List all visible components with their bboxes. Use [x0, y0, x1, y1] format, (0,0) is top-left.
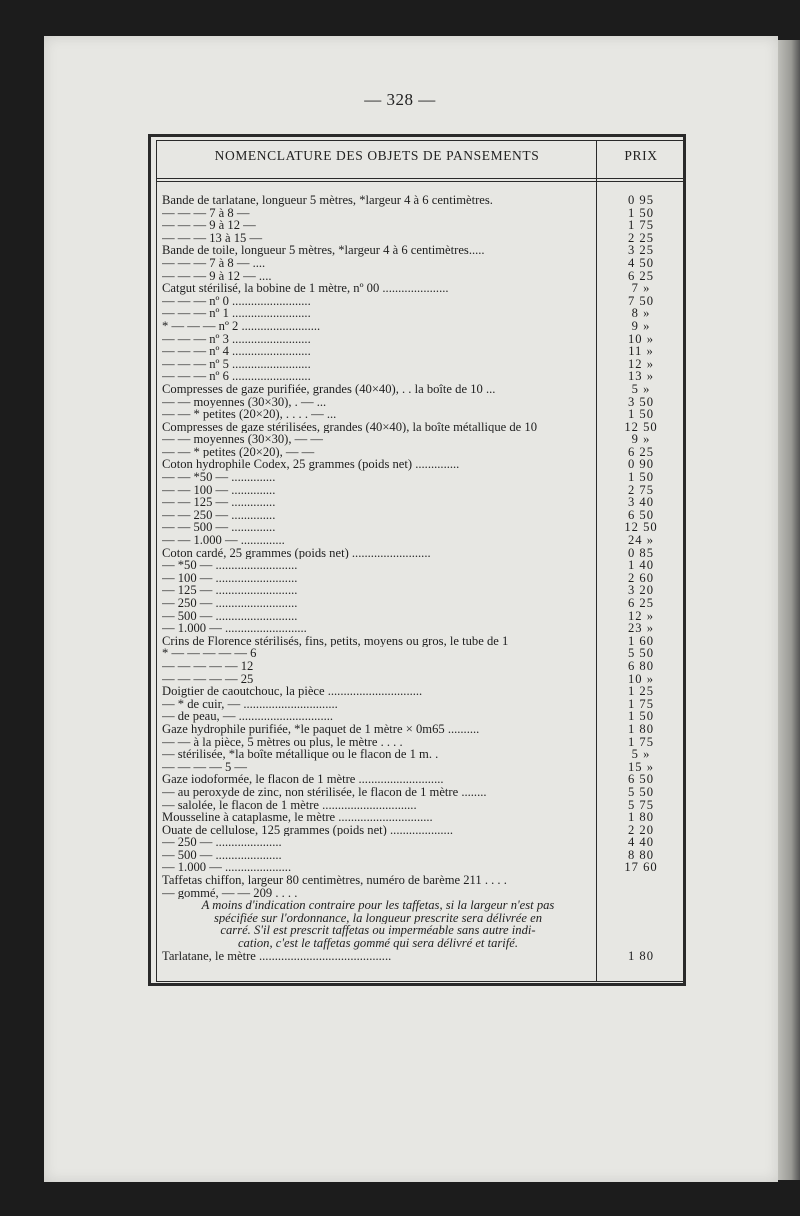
item-price: 1 40 — [627, 558, 655, 573]
item-description: Gaze iodoformée, le flacon de 1 mètre ........................... — [162, 773, 444, 786]
item-description: — — — nº 4 ......................... — [162, 345, 311, 358]
item-price: 4 40 — [627, 835, 655, 850]
item-price: 1 80 — [627, 721, 655, 736]
item-price: 8 80 — [627, 847, 655, 862]
item-description: Taffetas chiffon, largeur 80 centimètres, numéro de barème 211 . . . . — [162, 874, 507, 887]
item-description: spécifiée sur l'ordonnance, la longueur prescrite sera délivrée en — [213, 911, 543, 925]
table-row — [162, 710, 684, 723]
item-description: Mousseline à cataplasme, le mètre .............................. — [162, 811, 433, 824]
item-description: — — 250 — .............. — [162, 508, 276, 522]
table-row — [162, 521, 684, 534]
table-row — [162, 232, 684, 245]
item-description: — — * petites (20×20), . . . . — ... — [162, 408, 337, 421]
table-row — [162, 484, 684, 497]
table-row — [162, 547, 684, 560]
item-description: Ouate de cellulose, 125 grammes (poids net) .................... — [162, 823, 453, 837]
item-price: 10 » — [627, 671, 655, 686]
item-price: 1 80 — [627, 810, 655, 825]
item-price: 4 50 — [627, 255, 655, 270]
item-description: — — — 7 à 8 — .... — [162, 256, 266, 270]
table-row — [162, 421, 684, 434]
item-description: — — *50 — .............. — [162, 471, 276, 484]
item-description: — 100 — .......................... — [162, 571, 298, 585]
item-description: — — moyennes (30×30), . — ... — [162, 395, 327, 409]
table-row — [162, 660, 684, 673]
table-row — [162, 383, 684, 396]
item-price: 6 50 — [627, 772, 655, 787]
item-description: — — — — 5 — — [162, 760, 248, 774]
item-description: — — moyennes (30×30), — — — [162, 433, 324, 446]
item-description: — stérilisée, *la boîte métallique ou le flacon de 1 m. . — [162, 748, 439, 761]
item-price: 24 » — [627, 533, 655, 548]
table-note-line — [162, 924, 684, 937]
item-price: 5 » — [631, 381, 651, 396]
item-description: * — — — — — 6 — [162, 647, 257, 660]
table-row — [162, 270, 684, 283]
item-price: 12 50 — [624, 419, 658, 434]
item-description: — 125 — .......................... — [162, 584, 298, 597]
item-price: 23 » — [627, 621, 655, 636]
item-price: 17 60 — [624, 860, 658, 875]
table-row — [162, 496, 684, 509]
item-price: 1 60 — [627, 633, 655, 648]
item-price: 3 20 — [627, 583, 655, 598]
item-price: 9 » — [631, 432, 651, 447]
table-row — [162, 572, 684, 585]
page-number: — 328 — — [364, 90, 436, 109]
item-description: — 500 — ..................... — [162, 848, 282, 862]
table-row — [162, 358, 684, 371]
item-price: 7 50 — [627, 293, 655, 308]
table-row — [162, 950, 684, 963]
table-row — [162, 257, 684, 270]
item-description: — 500 — .......................... — [162, 609, 298, 623]
table-row — [162, 458, 684, 471]
table-row — [162, 219, 684, 232]
item-description: — — 125 — .............. — [162, 496, 276, 509]
table-row — [162, 345, 684, 358]
item-price: 2 25 — [627, 230, 655, 245]
table-row — [162, 622, 684, 635]
table-row — [162, 207, 684, 220]
item-description: — — 100 — .............. — [162, 483, 276, 497]
table-row — [162, 824, 684, 837]
item-price: 3 40 — [627, 495, 655, 510]
item-description: — — * petites (20×20), — — — [162, 445, 315, 459]
item-price: 6 25 — [627, 268, 655, 283]
item-description: — — — 13 à 15 — — [162, 231, 263, 245]
table-note-line — [162, 912, 684, 925]
item-description: Bande de tarlatane, longueur 5 mètres, *largeur 4 à 6 centimètres. — [162, 194, 493, 207]
item-description: Compresses de gaze stérilisées, grandes (40×40), la boîte métallique de 10 — [162, 420, 538, 434]
item-description: — — — nº 5 ......................... — [162, 357, 311, 371]
item-price: 1 50 — [627, 470, 655, 485]
table-row — [162, 471, 684, 484]
table-row — [162, 597, 684, 610]
item-price: 9 » — [631, 318, 651, 333]
item-description: Gaze hydrophile purifiée, *le paquet de 1 mètre × 0m65 .......... — [162, 722, 480, 736]
item-price: 15 » — [627, 759, 655, 774]
item-description: — * de cuir, — .............................. — [162, 697, 338, 711]
item-price: 1 75 — [627, 696, 655, 711]
item-price: 5 75 — [627, 797, 655, 812]
item-price: 6 50 — [627, 507, 655, 522]
item-price: 0 85 — [627, 545, 655, 560]
item-description: — — — nº 6 ......................... — [162, 370, 311, 383]
table-row — [162, 861, 684, 874]
table-row — [162, 509, 684, 522]
table-row — [162, 408, 684, 421]
table-row — [162, 811, 684, 824]
item-price: 1 50 — [627, 709, 655, 724]
item-description: — 250 — ..................... — [162, 836, 282, 849]
item-description: — — — — — 12 — [162, 659, 254, 673]
item-description: — 1.000 — ..................... — [162, 861, 292, 875]
table-row — [162, 534, 684, 547]
table-row — [162, 396, 684, 409]
item-description: — — 500 — .............. — [162, 521, 276, 535]
item-price: 1 50 — [627, 407, 655, 422]
item-price: 12 » — [627, 608, 655, 623]
item-price: 1 80 — [627, 948, 655, 963]
item-description: Catgut stérilisé, la bobine de 1 mètre, nº 00 ..................... — [162, 282, 449, 295]
item-description: Coton cardé, 25 grammes (poids net) ......................... — [162, 546, 431, 560]
table-row — [162, 559, 684, 572]
item-price: 1 25 — [627, 684, 655, 699]
item-description: A moins d'indication contraire pour les taffetas, si la largeur n'est pas — [201, 899, 555, 912]
item-description: — — 1.000 — .............. — [162, 534, 285, 547]
item-price: 11 » — [628, 344, 654, 359]
item-description: Doigtier de caoutchouc, la pièce .............................. — [162, 685, 423, 698]
item-description: * — — — nº 2 ......................... — [162, 319, 321, 333]
item-price: 0 95 — [627, 193, 655, 207]
item-description: — de peau, — .............................. — [162, 710, 334, 723]
table-row — [162, 874, 684, 887]
table-row — [162, 761, 684, 774]
item-price: 5 » — [631, 747, 651, 762]
table-row — [162, 685, 684, 698]
item-description: — — — nº 3 ......................... — [162, 332, 311, 346]
page-edge — [778, 40, 800, 1180]
item-price: 13 » — [627, 369, 655, 384]
item-description: — — — nº 0 ......................... — [162, 294, 311, 308]
table-row — [162, 194, 684, 207]
table-row — [162, 773, 684, 786]
table-body — [162, 194, 684, 962]
table-row — [162, 282, 684, 295]
item-price: 5 50 — [627, 784, 655, 799]
item-description: — gommé, — — 209 . . . . — [162, 886, 298, 900]
item-price: 6 25 — [627, 596, 655, 610]
item-description: Tarlatane, le mètre .......................................... — [162, 949, 392, 963]
item-price: 0 90 — [627, 457, 655, 472]
header-divider — [157, 178, 684, 182]
table-row — [162, 647, 684, 660]
item-description: — salolée, le flacon de 1 mètre .............................. — [162, 798, 417, 812]
item-price: 6 25 — [627, 444, 655, 459]
table-row — [162, 723, 684, 736]
table-row — [162, 307, 684, 320]
table-row — [162, 799, 684, 812]
table-row — [162, 320, 684, 333]
item-description: — — — 9 à 12 — — [162, 219, 256, 232]
table-row — [162, 698, 684, 711]
item-description: — — — 9 à 12 — .... — [162, 269, 272, 283]
table-note-line — [162, 899, 684, 912]
item-description: Compresses de gaze purifiée, grandes (40×40), . . la boîte de 10 ... — [162, 382, 496, 396]
item-description: Coton hydrophile Codex, 25 grammes (poids net) .............. — [162, 458, 460, 472]
table-row — [162, 433, 684, 446]
item-price: 2 20 — [627, 822, 655, 837]
item-description: Bande de toile, longueur 5 mètres, *largeur 4 à 6 centimètres..... — [162, 244, 485, 257]
table-row — [162, 849, 684, 862]
item-price: 1 50 — [627, 205, 655, 220]
table-note-line — [162, 937, 684, 950]
item-price: 12 » — [627, 356, 655, 371]
item-description: Crins de Florence stérilisés, fins, petits, moyens ou gros, le tube de 1 — [162, 634, 509, 648]
item-price: 3 25 — [627, 243, 655, 258]
item-description: — 250 — .......................... — [162, 597, 298, 610]
table-row — [162, 446, 684, 459]
item-description: cation, c'est le taffetas gommé qui sera délivré et tarifé. — [237, 937, 519, 950]
table-row — [162, 370, 684, 383]
item-price: 1 75 — [627, 218, 655, 233]
item-description: — — — nº 1 ......................... — [162, 307, 311, 320]
item-description: — — à la pièce, 5 mètres ou plus, le mètre . . . . — [162, 735, 403, 749]
item-price: 10 » — [627, 331, 655, 346]
item-price: 6 80 — [627, 658, 655, 673]
table-row — [162, 736, 684, 749]
item-description: — *50 — .......................... — [162, 559, 298, 572]
table-row — [162, 836, 684, 849]
header-prix: PRIX — [624, 148, 658, 163]
table-row — [162, 295, 684, 308]
table-row — [162, 244, 684, 257]
table-row — [162, 333, 684, 346]
item-price: 7 » — [631, 281, 651, 296]
item-description: — au peroxyde de zinc, non stérilisée, le flacon de 1 mètre ........ — [162, 785, 487, 799]
table-row — [162, 635, 684, 648]
item-price: 12 50 — [624, 520, 658, 535]
item-description: — — — — — 25 — [162, 672, 254, 686]
item-description: carré. S'il est prescrit taffetas ou imperméable sans autre indi- — [220, 924, 536, 938]
item-price: 8 » — [631, 306, 651, 321]
item-price: 5 50 — [627, 646, 655, 661]
item-price: 1 75 — [627, 734, 655, 749]
item-price: 3 50 — [627, 394, 655, 409]
table-row — [162, 887, 684, 900]
item-price: 2 75 — [627, 482, 655, 497]
table-row — [162, 786, 684, 799]
item-price: 2 60 — [627, 570, 655, 585]
table-row — [162, 610, 684, 623]
header-nomenclature: NOMENCLATURE DES OBJETS DE PANSEMENTS — [214, 148, 540, 163]
table-row — [162, 673, 684, 686]
table-row — [162, 584, 684, 597]
item-description: — 1.000 — .......................... — [162, 622, 307, 635]
item-description: — — — 7 à 8 — — [162, 206, 250, 220]
table-row — [162, 748, 684, 761]
